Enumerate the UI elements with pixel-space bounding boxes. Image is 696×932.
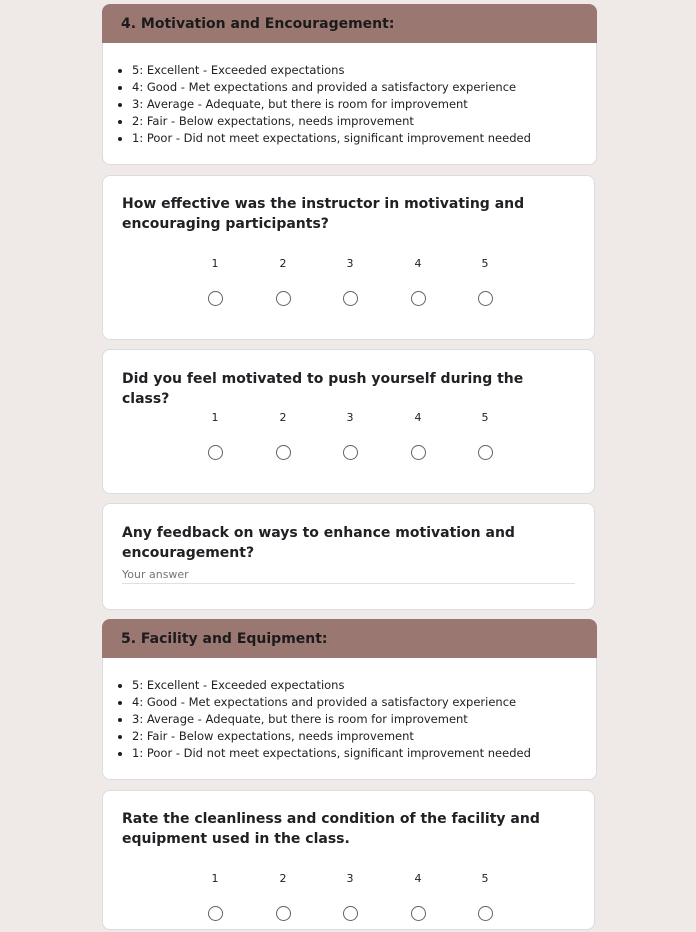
radio-button[interactable] xyxy=(343,906,358,921)
scale-option-1 xyxy=(195,872,235,921)
scale-option-5 xyxy=(465,257,505,306)
radio-button[interactable] xyxy=(208,291,223,306)
linear-scale xyxy=(103,872,594,932)
scale-label: 2 xyxy=(279,411,287,424)
scale-option-2 xyxy=(263,257,303,306)
scale-label: 4 xyxy=(414,411,422,424)
radio-button[interactable] xyxy=(208,445,223,460)
scale-option-2 xyxy=(263,411,303,460)
radio-button[interactable] xyxy=(411,906,426,921)
scale-label: 5 xyxy=(481,411,489,424)
scale-label: 2 xyxy=(279,257,287,270)
linear-scale xyxy=(103,257,594,317)
scale-option-2 xyxy=(263,872,303,921)
scale-option-4 xyxy=(398,872,438,921)
scale-label: 4 xyxy=(414,872,422,885)
radio-button[interactable] xyxy=(478,445,493,460)
scale-option-3 xyxy=(330,411,370,460)
question-title: Did you feel motivated to push yourself during the class? xyxy=(122,371,524,407)
section-5-header xyxy=(102,619,597,658)
scale-option-3 xyxy=(330,257,370,306)
scale-label: 5 xyxy=(481,257,489,270)
list-item: • 4: Good - Met expectations and provided a satisfactory experience xyxy=(132,694,596,711)
question-card-feedback xyxy=(102,503,595,610)
radio-button[interactable] xyxy=(478,291,493,306)
scale-option-1 xyxy=(195,257,235,306)
scale-option-4 xyxy=(398,411,438,460)
scale-label: 1 xyxy=(211,872,219,885)
section-4-header xyxy=(102,4,597,43)
list-item: • 5: Excellent - Exceeded expectations xyxy=(132,62,596,79)
radio-button[interactable] xyxy=(343,291,358,306)
scale-label: 5 xyxy=(481,872,489,885)
question-card-motivated xyxy=(102,349,595,494)
section-4-description xyxy=(102,43,597,165)
question-card-instructor-effectiveness xyxy=(102,175,595,340)
scale-label: 4 xyxy=(414,257,422,270)
answer-input[interactable]: Your answer xyxy=(122,568,575,584)
scale-label: 3 xyxy=(346,872,354,885)
radio-button[interactable] xyxy=(478,906,493,921)
scale-label: 1 xyxy=(211,411,219,424)
list-item: • 1: Poor - Did not meet expectations, significant improvement needed xyxy=(132,745,596,762)
scale-option-5 xyxy=(465,872,505,921)
scale-label: 3 xyxy=(346,411,354,424)
scale-option-3 xyxy=(330,872,370,921)
linear-scale xyxy=(103,411,594,471)
list-item: • 3: Average - Adequate, but there is room for improvement xyxy=(132,96,596,113)
section-5-title: 5. Facility and Equipment: xyxy=(121,630,328,647)
list-item: • 5: Excellent - Exceeded expectations xyxy=(132,677,596,694)
radio-button[interactable] xyxy=(276,445,291,460)
question-card-cleanliness xyxy=(102,790,595,930)
scale-label: 1 xyxy=(211,257,219,270)
rating-scale-list xyxy=(103,677,596,762)
section-5-description xyxy=(102,658,597,780)
radio-button[interactable] xyxy=(411,291,426,306)
radio-button[interactable] xyxy=(208,906,223,921)
question-title: Rate the cleanliness and condition of the facility and equipment used in the class. xyxy=(122,811,540,847)
scale-option-4 xyxy=(398,257,438,306)
radio-button[interactable] xyxy=(343,445,358,460)
list-item: • 3: Average - Adequate, but there is room for improvement xyxy=(132,711,596,728)
radio-button[interactable] xyxy=(411,445,426,460)
scale-label: 2 xyxy=(279,872,287,885)
list-item: • 4: Good - Met expectations and provided a satisfactory experience xyxy=(132,79,596,96)
section-4-title: 4. Motivation and Encouragement: xyxy=(121,15,395,32)
scale-option-1 xyxy=(195,411,235,460)
question-title: Any feedback on ways to enhance motivation and encouragement? xyxy=(122,525,515,561)
rating-scale-list xyxy=(103,62,596,147)
list-item: • 1: Poor - Did not meet expectations, significant improvement needed xyxy=(132,130,596,147)
question-title: How effective was the instructor in motivating and encouraging participants? xyxy=(122,196,525,232)
radio-button[interactable] xyxy=(276,291,291,306)
list-item: • 2: Fair - Below expectations, needs improvement xyxy=(132,113,596,130)
radio-button[interactable] xyxy=(276,906,291,921)
scale-label: 3 xyxy=(346,257,354,270)
scale-option-5 xyxy=(465,411,505,460)
list-item: • 2: Fair - Below expectations, needs improvement xyxy=(132,728,596,745)
